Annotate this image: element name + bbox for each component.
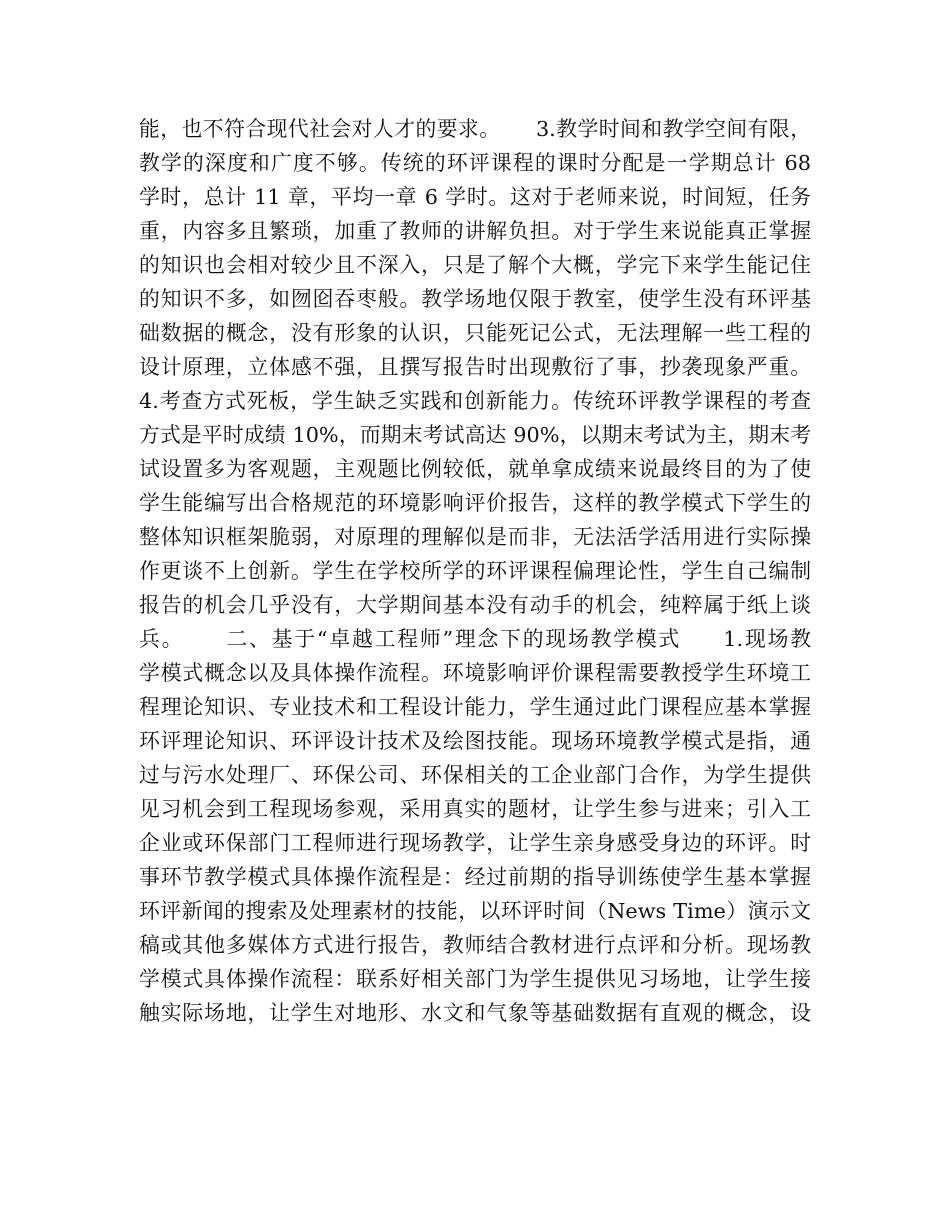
text-line: 方式是平时成绩 10%，而期末考试高达 90%，以期末考试为主，期末考: [139, 423, 811, 447]
text-line: 触实际场地，让学生对地形、水文和气象等基础数据有直观的概念，设: [139, 1001, 811, 1025]
text-line: 报告的机会几乎没有，大学期间基本没有动手的机会，纯粹属于纸上谈: [139, 593, 811, 617]
text-line: 见习机会到工程现场参观，采用真实的题材，让学生参与进来；引入工: [139, 797, 811, 821]
text-line: 企业或环保部门工程师进行现场教学，让学生亲身感受身边的环评。时: [139, 831, 811, 855]
text-line: 学模式具体操作流程：联系好相关部门为学生提供见习场地，让学生接: [139, 967, 811, 991]
text-line: 整体知识框架脆弱，对原理的理解似是而非，无法活学活用进行实际操: [139, 525, 811, 549]
text-line: 程理论知识、专业技术和工程设计能力，学生通过此门课程应基本掌握: [139, 695, 811, 719]
text-line: 学生能编写出合格规范的环境影响评价报告，这样的教学模式下学生的: [139, 491, 811, 515]
text-line: 稿或其他多媒体方式进行报告，教师结合教材进行点评和分析。现场教: [139, 933, 811, 957]
text-line: 教学的深度和广度不够。传统的环评课程的课时分配是一学期总计 68: [139, 151, 811, 175]
text-line: 设计原理，立体感不强，且撰写报告时出现敷衍了事，抄袭现象严重。: [139, 355, 811, 379]
text-line: 作更谈不上创新。学生在学校所学的环评课程偏理论性，学生自己编制: [139, 559, 811, 583]
text-line: 4.考查方式死板，学生缺乏实践和创新能力。传统环评教学课程的考查: [139, 389, 811, 413]
text-line: 事环节教学模式具体操作流程是：经过前期的指导训练使学生基本掌握: [139, 865, 811, 889]
text-line: 学时，总计 11 章，平均一章 6 学时。这对于老师来说，时间短，任务: [139, 185, 811, 209]
text-line: 重，内容多且繁琐，加重了教师的讲解负担。对于学生来说能真正掌握: [139, 219, 811, 243]
text-line: 环评理论知识、环评设计技术及绘图技能。现场环境教学模式是指，通: [139, 729, 811, 753]
body-text: [139, 112, 811, 1030]
text-line: 的知识不多，如囫囵吞枣般。教学场地仅限于教室，使学生没有环评基: [139, 287, 811, 311]
text-line: 的知识也会相对较少且不深入，只是了解个大概，学完下来学生能记住: [139, 253, 811, 277]
text-line: 试设置多为客观题，主观题比例较低，就单拿成绩来说最终目的为了使: [139, 457, 811, 481]
text-line: 础数据的概念，没有形象的认识，只能死记公式，无法理解一些工程的: [139, 321, 811, 345]
text-line: 环评新闻的搜索及处理素材的技能，以环评时间（News Time）演示文: [139, 899, 811, 923]
text-line: 兵。 二、基于“卓越工程师”理念下的现场教学模式 1.现场教: [139, 627, 811, 651]
text-line: 过与污水处理厂、环保公司、环保相关的工企业部门合作，为学生提供: [139, 763, 811, 787]
text-line: 学模式概念以及具体操作流程。环境影响评价课程需要教授学生环境工: [139, 661, 811, 685]
text-line: 能，也不符合现代社会对人才的要求。 3.教学时间和教学空间有限，: [139, 117, 811, 141]
